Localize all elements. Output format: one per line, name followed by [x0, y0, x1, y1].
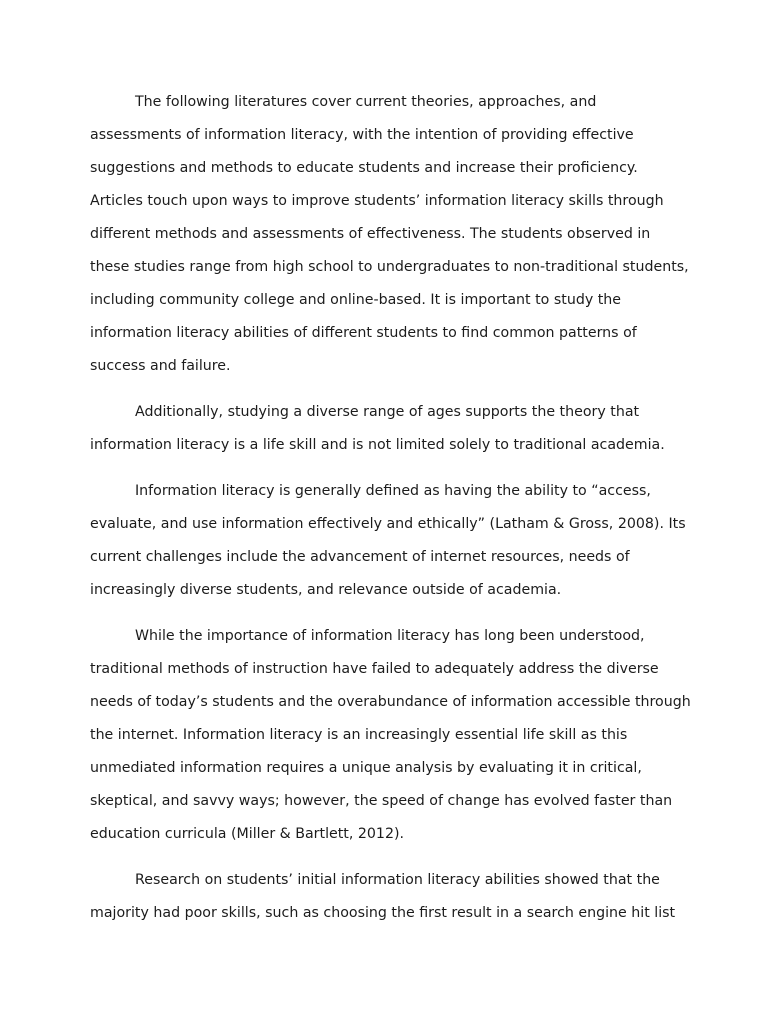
paragraph-line: assessments of information literacy, with the intention of providing effective — [90, 127, 634, 143]
paragraph-line: Articles touch upon ways to improve students’ information literacy skills through — [90, 193, 664, 209]
paragraph-line: education curricula (Miller & Bartlett, 2012). — [90, 826, 405, 842]
paragraph-line: suggestions and methods to educate students and increase their proficiency. — [90, 160, 638, 176]
paragraph-line: evaluate, and use information effectively and ethically” (Latham & Gross, 2008). Its — [90, 516, 686, 532]
paragraph-line: the internet. Information literacy is an increasingly essential life skill as this — [90, 727, 628, 743]
paragraph-line: unmediated information requires a unique analysis by evaluating it in critical, — [90, 760, 642, 776]
paragraph-line: While the importance of information literacy has long been understood, — [135, 628, 645, 644]
paragraph-2 — [90, 396, 680, 462]
paragraph-line: Information literacy is generally defined as having the ability to “access, — [135, 483, 651, 499]
paragraph-line: information literacy is a life skill and is not limited solely to traditional academia. — [90, 437, 665, 453]
paragraph-line: current challenges include the advancement of internet resources, needs of — [90, 549, 630, 565]
paragraph-line: Additionally, studying a diverse range of ages supports the theory that — [135, 404, 640, 420]
paragraph-line: information literacy abilities of different students to find common patterns of — [90, 325, 637, 341]
paragraph-3 — [90, 475, 686, 607]
paragraph-line: success and failure. — [90, 358, 231, 374]
paragraph-line: The following literatures cover current theories, approaches, and — [135, 94, 597, 110]
paragraph-line: majority had poor skills, such as choosing the first result in a search engine hit list — [90, 905, 676, 921]
paragraph-line: these studies range from high school to undergraduates to non-traditional students, — [90, 259, 689, 275]
paragraph-line: increasingly diverse students, and relevance outside of academia. — [90, 582, 562, 598]
document-body — [90, 86, 691, 943]
paragraph-line: including community college and online-based. It is important to study the — [90, 292, 622, 308]
paragraph-4 — [90, 620, 691, 851]
paragraph-1 — [90, 86, 689, 383]
paragraph-line: different methods and assessments of effectiveness. The students observed in — [90, 226, 651, 242]
paragraph-line: needs of today’s students and the overabundance of information accessible through — [90, 694, 691, 710]
paragraph-line: skeptical, and savvy ways; however, the speed of change has evolved faster than — [90, 793, 673, 809]
paragraph-line: traditional methods of instruction have failed to adequately address the diverse — [90, 661, 659, 677]
paragraph-line: Research on students’ initial information literacy abilities showed that the — [135, 872, 660, 888]
paragraph-5 — [90, 864, 680, 930]
